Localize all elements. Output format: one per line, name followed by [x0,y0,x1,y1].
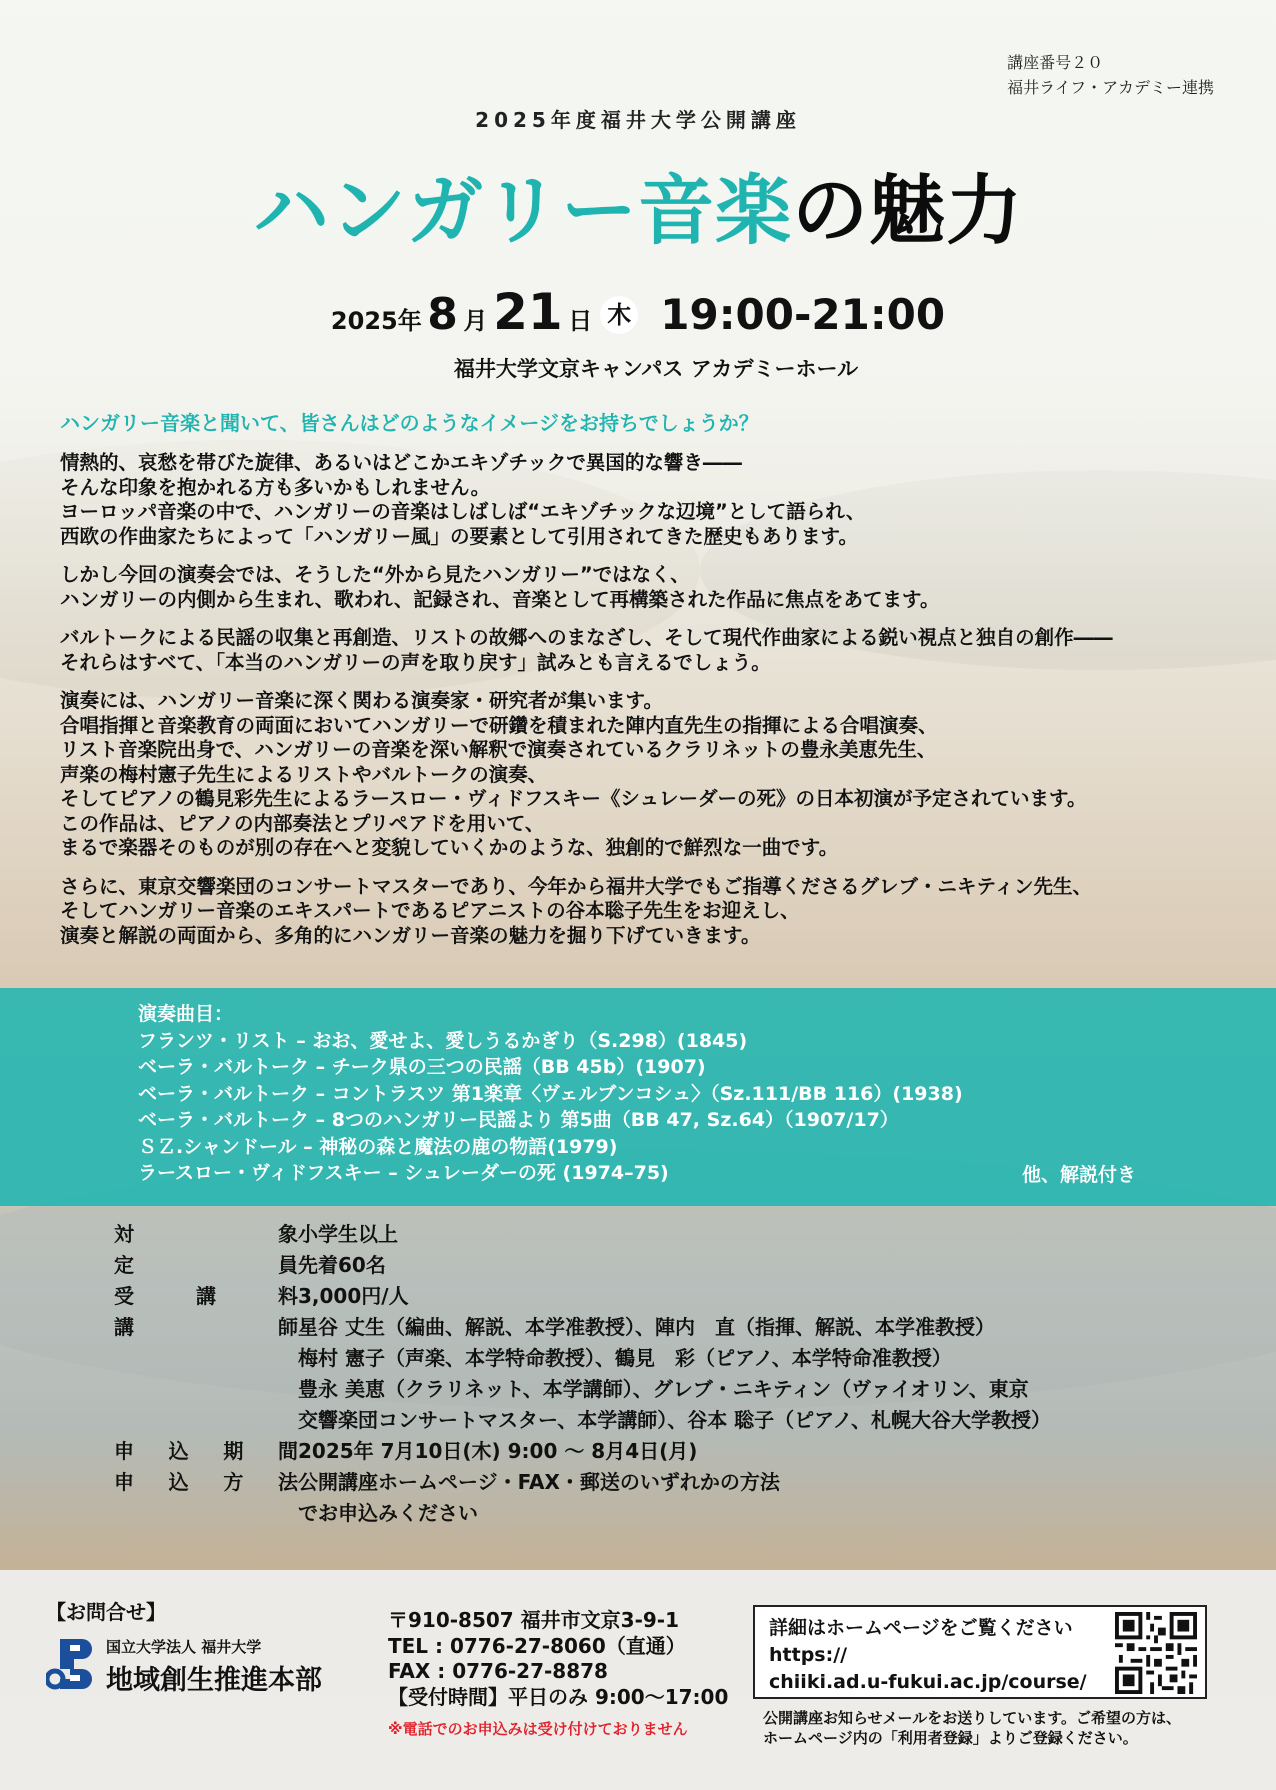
detail-row-fee [114,1281,1214,1312]
detail-row-lecturers [114,1312,1214,1436]
website-text [769,1615,1087,1696]
lecture-number: 講座番号２０ [1007,53,1104,72]
intro-lead: ハンガリー音楽と聞いて、皆さんはどのようなイメージをお持ちでしょうか？ [60,411,759,435]
detail-label: 受 講 料 [114,1284,298,1308]
fax-number: FAX : 0776-27-8878 [388,1659,608,1683]
program-note: 他、解説付き [1021,1164,1136,1186]
website-label: 詳細はホームページをご覧ください [769,1617,1073,1639]
lecture-info [1007,50,1214,100]
event-time: 19:00-21:00 [660,290,946,339]
contact-heading: 【お問合せ】 [46,1600,166,1624]
mail-registration-note: 公開講座お知らせメールをお送りしています。ご希望の方は、 ホームページ内の「利用者登録」よりご登録ください。 [763,1709,1182,1747]
intro-body [60,451,1240,962]
website-box[interactable] [753,1605,1207,1699]
date-weekday: 木 [600,296,638,334]
website-url[interactable]: https:// [769,1644,848,1666]
intro-paragraph: さらに、東京交響楽団のコンサートマスターであり、今年から福井大学でもご指導くださるグレブ・ニキティン先生、 そしてハンガリー音楽のエキスパートであるピアニストの谷本聡子先生をお迎えし、 演奏と解説の両面から、多角的にハンガリー音楽の魅力を掘り下げていきます。 [60,874,1092,947]
department-name: 地域創生推進本部 [106,1665,322,1696]
phone-warning: ※電話でのお申込みは受け付けておりません [388,1720,688,1738]
fukui-university-logo-icon [46,1635,96,1693]
title-accent: ハンガリー音楽 [253,166,792,255]
intro-paragraph: しかし今回の演奏会では、そうした“外から見たハンガリー”ではなく、 ハンガリーの内側から生まれ、歌われ、記録され、音楽として再構築された作品に焦点をあてます。 [60,563,940,611]
program-heading: 演奏曲目： [138,1003,234,1025]
detail-value: 2025年 7月10日(木) 9:00 ～ 8月4日(月) [298,1439,698,1463]
postal-address: 〒910-8507 福井市文京3-9-1 [388,1608,680,1632]
series-title: 2025年度福井大学公開講座 [475,108,801,132]
detail-value: 小学生以上 [298,1222,398,1246]
intro-paragraph: 演奏には、ハンガリー音楽に深く関わる演奏家・研究者が集います。 合唱指揮と音楽教育の両面においてハンガリーで研鑽を積まれた陣内直先生の指揮による合唱演奏、 リスト音楽院出身で、ハンガリーの音楽を深い解釈で演奏されているクラリネットの豊永美恵先生、 声楽の梅村憲子先生によるリストやバルトークの演奏、 そしてピアノの鶴見彩先生によるラースロー・ヴィドフスキー《シュレーダーの死》の日本初演が予定されています。 この作品は、ピアノの内部奏法とプリペアドを用いて、 まるで楽器そのものが別の存在へと変貌していくかのような、独創的で鮮烈な一曲です。 [60,689,1087,859]
footer [0,1570,1276,1790]
phone-number[interactable]: TEL : 0776-27-8060（直通） [388,1633,686,1658]
date-day-unit: 日 [568,307,593,335]
website-url[interactable]: chiiki.ad.u-fukui.ac.jp/course/ [769,1671,1087,1693]
program-list [138,1001,1138,1187]
date-month-unit: 月 [463,307,488,335]
program-item: フランツ・リスト – おお、愛せよ、愛しうるかぎり（S.298）(1845) [138,1029,748,1052]
program-band [0,988,1276,1206]
intro-paragraph: バルトークによる民謡の収集と再創造、リストの故郷へのまなざし、そして現代作曲家による鋭い視点と独自の創作―― それらはすべて、「本当のハンガリーの声を取り戻す」試みとも言えるでしょう。 [60,626,1113,674]
detail-label: 対 象 [114,1222,298,1246]
detail-value: 3,000円/人 [298,1284,409,1308]
program-item: ベーラ・バルトーク – 8つのハンガリー民謡より 第5曲（BB 47, Sz.64）（1907/17） [138,1109,899,1131]
date-year: 2025 [330,307,398,335]
detail-row-period [114,1436,1214,1467]
detail-row-target [114,1219,1214,1250]
detail-label: 定 員 [114,1253,298,1277]
detail-label: 申 込 方 法 [114,1470,298,1494]
detail-row-capacity [114,1250,1214,1281]
detail-label: 講 師 [114,1315,298,1339]
partnership-label: 福井ライフ・アカデミー連携 [1007,78,1214,97]
intro-paragraph: 情熱的、哀愁を帯びた旋律、あるいはどこかエキゾチックで異国的な響き―― そんな印象を抱かれる方も多いかもしれません。 ヨーロッパ音楽の中で、ハンガリーの音楽はしばしば“エキゾチックな辺境”として語られ、 西欧の作曲家たちによって「ハンガリー風」の要素として引用されてきた歴史もあります。 [60,451,866,548]
program-item: ＳＺ.シャンドール – 神秘の森と魔法の鹿の物語(1979) [138,1135,618,1158]
detail-value: 星谷 丈生（編曲、解説、本学准教授）、陣内 直（指揮、解説、本学准教授） 梅村 憲子（声楽、本学特命教授）、鶴見 彩（ピアノ、本学特命准教授） 豊永 美恵（クラリネット、本学講師）、グレブ・ニキティン（ヴァイオリン、東京 交響楽団コンサートマスター、本学講師）、谷本 聡子（ピアノ、札幌大谷大学教授） [298,1315,1051,1432]
detail-label: 申 込 期 間 [114,1439,298,1463]
event-date [0,283,1276,341]
date-year-unit: 年 [397,307,422,335]
event-venue: 福井大学文京キャンパス アカデミーホール [453,357,859,381]
title-rest: の魅力 [792,166,1023,255]
detail-row-method [114,1467,1214,1529]
program-item: ベーラ・バルトーク – コントラスツ 第1楽章〈ヴェルブンコシュ〉（Sz.111/BB 116）(1938) [138,1082,963,1105]
detail-value: 公開講座ホームページ・FAX・郵送のいずれかの方法 でお申込みください [298,1470,780,1525]
main-title [0,150,1276,259]
university-name: 国立大学法人 福井大学 [106,1638,262,1656]
contact-address [388,1608,728,1710]
event-details [114,1219,1214,1529]
date-day: 21 [493,283,563,341]
date-month: 8 [427,289,458,340]
qr-code-icon[interactable] [1115,1612,1197,1694]
program-item: ベーラ・バルトーク – チーク県の三つの民謡（BB 45b）(1907) [138,1056,706,1078]
program-item: ラースロー・ヴィドフスキー – シュレーダーの死 (1974–75) [138,1162,669,1184]
office-hours: 【受付時間】平日のみ 9:00～17:00 [388,1684,729,1709]
detail-value: 先着60名 [298,1253,386,1277]
